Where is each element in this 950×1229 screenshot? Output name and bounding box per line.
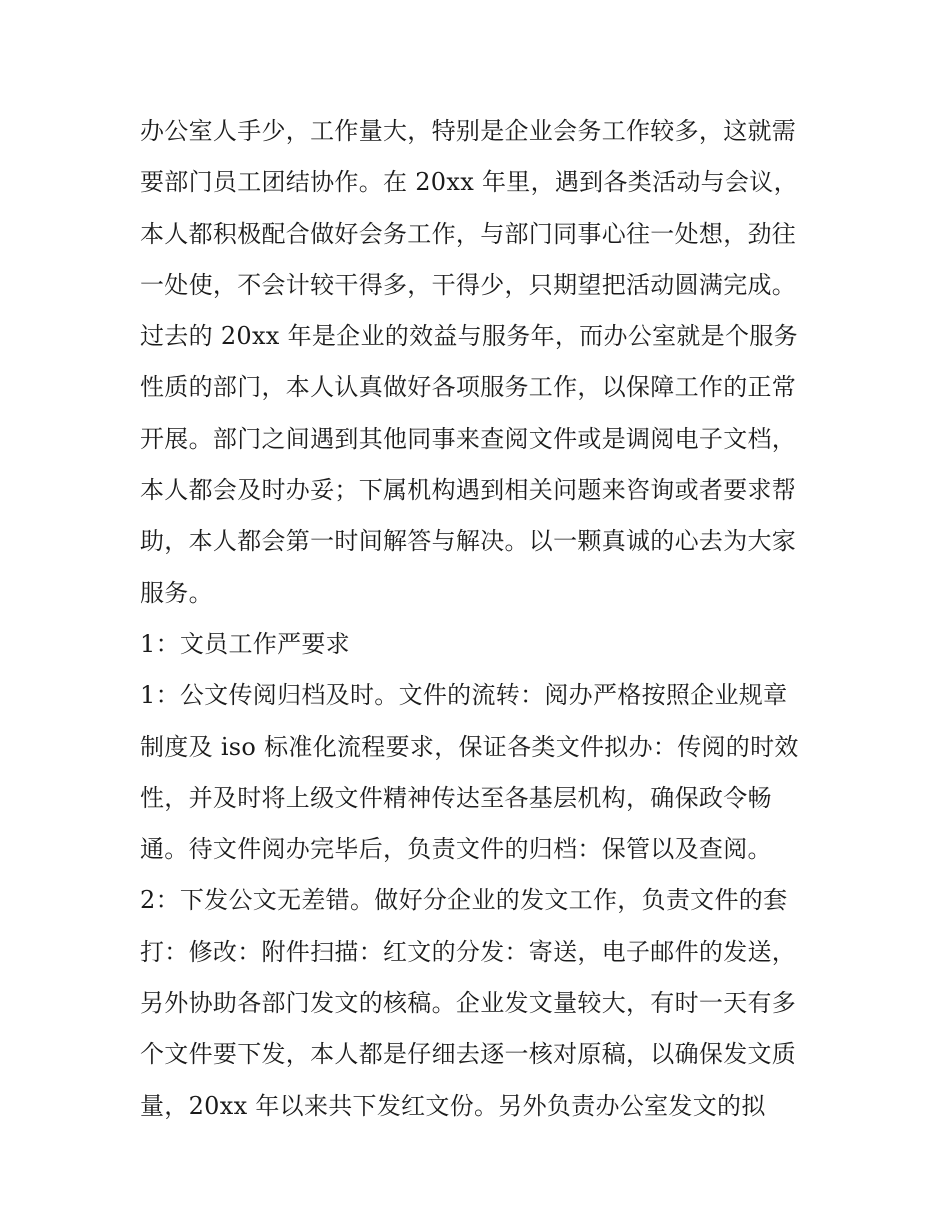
text-line: 办公室人手少，工作量大，特别是企业会务工作较多，这就需 xyxy=(140,117,797,145)
text-line: 个文件要下发，本人都是仔细去逐一核对原稿，以确保发文质 xyxy=(140,1040,797,1069)
text-line: 本人都积极配合做好会务工作，与部门同事心往一处想，劲往 xyxy=(140,219,797,248)
text-line: 通。待文件阅办完毕后，负责文件的归档：保管以及查阅。 xyxy=(140,835,772,864)
text-line: 性，并及时将上级文件精神传达至各基层机构，确保政令畅 xyxy=(140,783,772,812)
text-line: 一处使，不会计较干得多，干得少，只期望把活动圆满完成。 xyxy=(140,270,797,299)
text-line: 性质的部门，本人认真做好各项服务工作，以保障工作的正常 xyxy=(140,373,797,402)
text-line: 制度及 iso 标准化流程要求，保证各类文件拟办：传阅的时效 xyxy=(140,732,799,761)
text-line: 2：下发公文无差错。做好分企业的发文工作，负责文件的套 xyxy=(140,886,788,915)
text-line: 1：公文传阅归档及时。文件的流转：阅办严格按照企业规章 xyxy=(140,681,788,710)
section-heading: 1：文员工作严要求 xyxy=(140,629,350,658)
text-line: 要部门员工团结协作。在 20xx 年里，遇到各类活动与会议， xyxy=(140,168,798,197)
text-line: 本人都会及时办妥；下属机构遇到相关问题来咨询或者要求帮 xyxy=(140,476,797,505)
text-line: 服务。 xyxy=(140,578,213,607)
text-line: 量，20xx 年以来共下发红文份。另外负责办公室发文的拟 xyxy=(140,1091,766,1120)
body-text xyxy=(140,106,812,1132)
text-line: 开展。部门之间遇到其他同事来查阅文件或是调阅电子文档， xyxy=(140,424,797,453)
text-line: 另外协助各部门发文的核稿。企业发文量较大，有时一天有多 xyxy=(140,989,797,1018)
text-line: 过去的 20xx 年是企业的效益与服务年，而办公室就是个服务 xyxy=(140,322,798,351)
text-line: 助，本人都会第一时间解答与解决。以一颗真诚的心去为大家 xyxy=(140,527,797,556)
text-line: 打：修改：附件扫描：红文的分发：寄送，电子邮件的发送， xyxy=(140,937,797,966)
